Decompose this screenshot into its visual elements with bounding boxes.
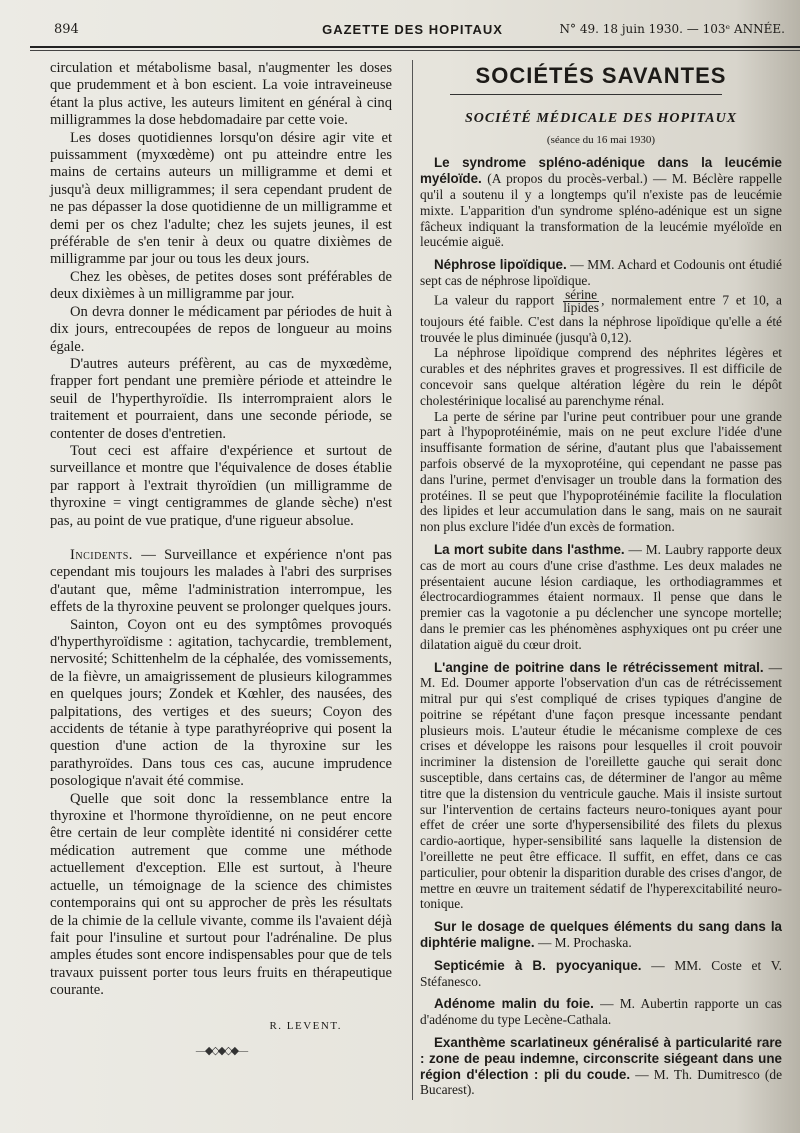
journal-title: GAZETTE DES HOPITAUX [322, 22, 503, 37]
item-title: Exanthème scarlatineux généralisé à particularité rare : zone de peau indemne, circonscrite siégeant dans une région d'élection : pli du coude. [420, 1035, 782, 1082]
author-signature: R. LEVENT. [269, 1019, 342, 1032]
ratio-paragraph [420, 286, 782, 346]
paragraph: Quelle que soit donc la ressemblance entre la thyroxine et l'hormone thyroïdienne, on ne peut encore être certain de leur complète identité ni considérer cette médication autrement que comme une méthode actuellement d'exception. Elle est surtout, à l'heure actuelle, un témoignage de la science des chimistes contemporains qui ont su approcher de près les résultats de la chimie de la cellule vivante, comme ils l'avaient déjà fait pour l'insuline et surtout pour l'adrénaline. De plus amples études sont encore indispensables pour que de tels travaux puissent porter tous leurs fruits en thérapeutique courante. [50, 790, 392, 999]
report-item [420, 257, 782, 289]
paragraph: La perte de sérine par l'urine peut contribuer pour une grande part à l'hypoprotéinémie, mais on ne peut exclure l'idée d'une insuffisante formation de sérine, d'autant plus que l'abaissement parfois observé de la myxoprotéine, qui cependant ne passe pas dans l'urine, permet d'envisager un trouble dans la formation des protéines. Il se peut que l'hypoprotéinémie facilite la floculation des lipides et leur accumulation dans le sang, mais on ne saurait non plus exclure l'idée d'un excès de formation. [420, 408, 782, 535]
paragraph: Les doses quotidiennes lorsqu'on désire agir vite et puissamment (myxœdème) ont pu atteindre entre les mains de certains auteurs un milligramme et demi et jusqu'à deux milligrammes; il sera cependant prudent de ne pas dépasser la dose quotidienne de un milligramme et demi per os chez l'adulte; chez les sujets jeunes, il est préférable de s'en tenir à deux ou quatre dixièmes de milligramme par jour ou tous les deux jours. [50, 129, 392, 268]
item-text: — M. Aubertin rapporte un cas d'adénome du type Lecène-Cathala. [420, 996, 782, 1028]
report-item [420, 660, 782, 913]
ratio-numerator: sérine [565, 286, 598, 302]
report-item [420, 542, 782, 653]
item-text: — M. Laubry rapporte deux cas de mort au cours d'une crise d'asthme. Les deux malades ne présentaient aucune lésion cardiaque, les orthodiagrammes et électrocardiogrammes étaient normaux. Il pense que dans le premier cas la vagotonie a pu déclencher une syncope mortelle; dans le premier cas les phénomènes asphyxiques ont pu créer une dilatation aiguë du cœur droit. [420, 541, 782, 652]
item-text: — MM. Achard et Codounis ont étudié sept cas de néphrose lipoïdique. [420, 257, 782, 288]
page-number: 894 [54, 22, 79, 37]
ratio-fraction [563, 286, 599, 315]
paragraph: Tout ceci est affaire d'expérience et surtout de surveillance et montre que l'équivalence de doses établie par rapport à l'extrait thyroïdien (un milligramme de thyroxine = vingt centigrammes de glande sèche) n'est pas, au point de vue pratique, d'une rigueur absolue. [50, 442, 392, 529]
right-column [420, 60, 782, 1098]
paragraph: On devra donner le médicament par périodes de huit à dix jours, entrecoupées de repos de longueur au moins égale. [50, 303, 392, 355]
left-column [50, 60, 392, 1060]
ratio-text: , normalement entre 7 et 10, a toujours été faible. C'est dans la néphrose lipoïdique qu'elle a été trouvée le plus diminuée (jusqu'à 0,12). [420, 292, 782, 345]
incidents-label: Incidents. [70, 546, 133, 563]
ratio-denominator: lipides [563, 299, 599, 315]
incidents-text: — Surveillance et expérience n'ont pas cependant mis toujours les malades à l'abri des surprises d'autant que, même l'administration interrompue, les effets de la thyroxine peuvent se prolonger quelques jours. [50, 546, 392, 616]
report-item [420, 996, 782, 1028]
header-rule [30, 46, 800, 48]
item-text: — M. Th. Dumitresco (de Bucarest). [420, 1066, 783, 1098]
paragraph: circulation et métabolisme basal, n'augmenter les doses que prudemment et à bon escient. La voie intraveineuse étant la plus active, les auteurs limitent en général à cinq milligrammes la dose hebdomadaire par cette voie. [50, 60, 392, 129]
item-text: — M. Ed. Doumer apporte l'observation d'un cas de rétrécissement mitral pur qui s'est compliqué de crises typiques d'angine de poitrine se répétant d'une façon presque incessante pendant plusieurs mois. L'auteur étudie le mécanisme complexe de ces crises et développe les raisons pour lesquelles il croit pouvoir incriminer la distension de l'oreillette gauche qui serait donc susceptible, dans certains cas, de déterminer de l'angor au même titre que la distension du ventricule gauche. Mais il insiste surtout sur l'intervention de certains facteurs neuro-toniques ayant pour effet de créer une sorte d'hypersensibilité des filets du plexus cardio-aortique, hyper-sensibilité sans laquelle la distension de l'oreillette ne peut être efficace. Il suffit, en effet, dans ce cas particulier, pour obtenir la disparition durable des crises d'angor, de mettre en œuvre un traitement sédatif de l'hyperexcitabilité neuro-tonique. [420, 659, 782, 912]
item-text: (A propos du procès-verbal.) — M. Béclère rappelle qu'il a soutenu il y a longtemps qu'il n'existe pas de leucémie mixte. L'apparition d'un syndrome spléno-adénique est un signe fâcheux indiquant la transformation de la leucémie myéloïde en leucémie aiguë. [420, 171, 782, 250]
column-divider [412, 60, 413, 1100]
item-title: Sur le dosage de quelques éléments du sang dans la diphtérie maligne. [420, 919, 782, 951]
incidents-paragraph [50, 547, 392, 617]
ornament-divider: —◆◇◆◇◆— [195, 1044, 247, 1057]
report-item [420, 155, 782, 250]
paragraph: Sainton, Coyon ont eu des symptômes provoqués d'hyperthyroïdisme : agitation, tachycardie, tremblement, nervosité; Schittenhelm de la céphalée, des vomissements, de la fièvre, un amaigrissement de plusieurs kilogrammes en quelques jours; Zondek et Kœhler, des nausées, des palpitations, des vertiges et des sueurs; Coyon des accidents de tétanie à type parathyréoprive qui posent la question d'une action de la thyroxine sur les parathyroïdes. Dans tous ces cas, aucune imprudence posologique n'avait été commise. [50, 616, 392, 790]
item-title: Septicémie à B. pyocyanique. [434, 957, 642, 973]
society-title: SOCIÉTÉ MÉDICALE DES HOPITAUX [464, 110, 738, 126]
running-header [40, 16, 785, 50]
item-title: La mort subite dans l'asthme. [434, 541, 625, 557]
item-text: — M. Prochaska. [534, 935, 632, 951]
report-item [420, 919, 782, 951]
section-rule [450, 94, 722, 95]
session-date: (séance du 16 mai 1930) [546, 133, 656, 146]
item-title: L'angine de poitrine dans le rétrécissement mitral. [434, 659, 764, 675]
paragraph: Chez les obèses, de petites doses sont préférables de deux dixièmes à un milligramme par jour. [50, 268, 392, 303]
paragraph: D'autres auteurs préfèrent, au cas de myxœdème, frapper fort pendant une première période et atteindre le seuil de l'hyperthyroïdie. Ils interrompraient alors le traitement et pourraient, dans une seconde période, se contenter de doses d'entretien. [50, 355, 392, 442]
item-title: Le syndrome spléno-adénique dans la leucémie myéloïde. [420, 155, 782, 187]
item-text: — MM. Coste et V. Stéfanesco. [420, 957, 782, 989]
header-rule-thin [30, 50, 800, 51]
ratio-intro: La valeur du rapport [434, 292, 555, 308]
item-title: Adénome malin du foie. [434, 996, 594, 1012]
report-item [420, 958, 782, 990]
paragraph: La néphrose lipoïdique comprend des néphrites légères et curables et des néphrites graves et progressives. Il est difficile de concevoir sans quelque altération légère du rein le dépôt cholestérinique localisé au parenchyme rénal. [420, 345, 782, 408]
section-title: SOCIÉTÉS SAVANTES [475, 63, 727, 88]
report-item [420, 1035, 782, 1098]
issue-info: N° 49. 18 juin 1930. — 103ᵉ ANNÉE. [559, 22, 785, 36]
item-title: Néphrose lipoïdique. [434, 257, 567, 273]
